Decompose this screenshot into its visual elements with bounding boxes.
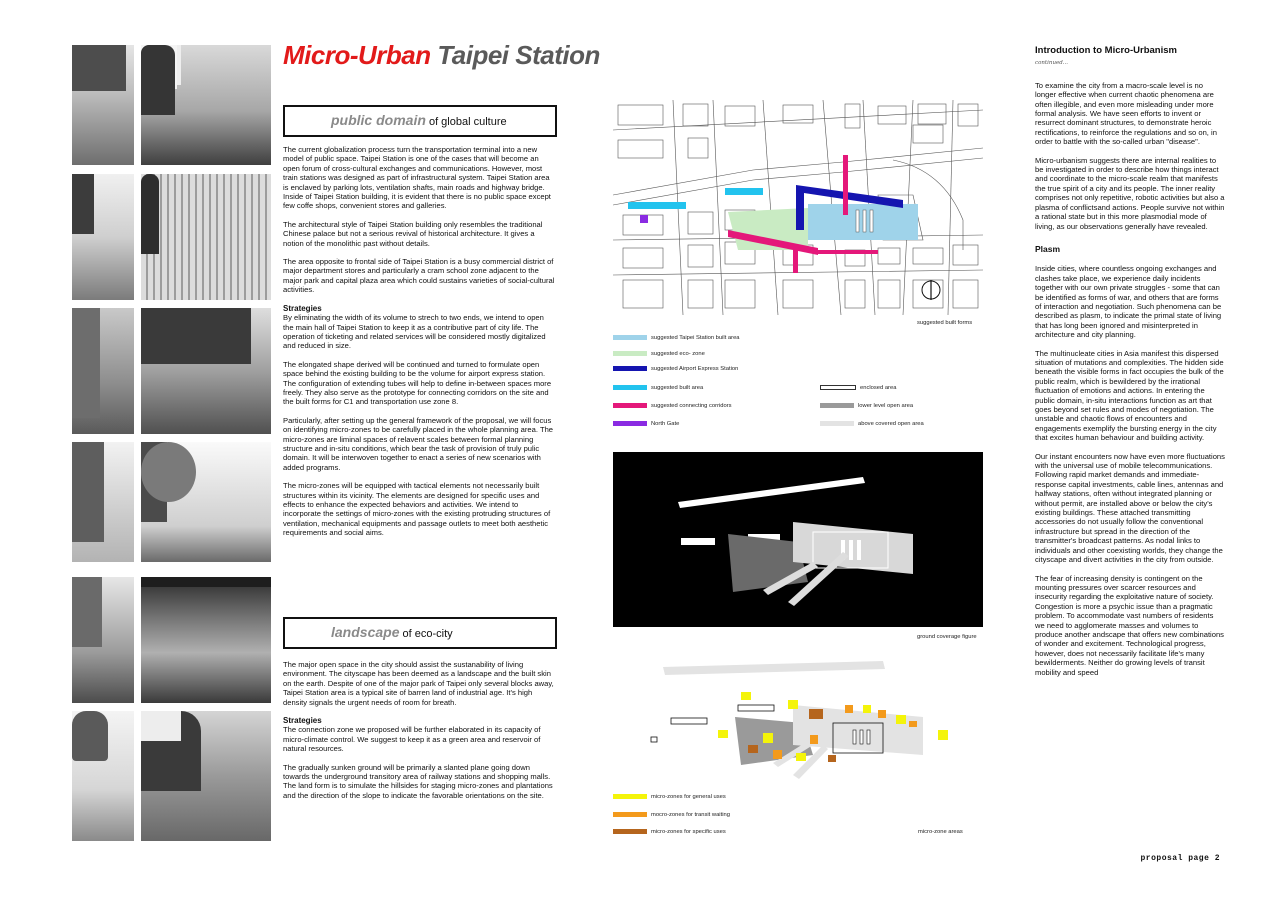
legend-item: micro-zones for general uses — [613, 794, 726, 802]
continued-label: continued... — [1035, 60, 1069, 67]
photo-street-signage — [72, 45, 134, 165]
body-paragraph: Micro-urbanism suggests there are internal realities to be investigated in order to describe how things interact and coordinate to the micro-scale realm that manifests the true spirit of a city and its people. The inner reality comprises not only repetitive, robotic activities but also a plasma of conflictsand actions. People survive not within a rational state but in this more plasmodial mode of living, as our observations generally have revealed. — [1035, 155, 1225, 231]
body-paragraph: Inside cities, where countless ongoing exchanges and clashes take place, we experience daily incidents together with our own private struggles - some that can be identified as forms of war, and others that are forms of interaction and negotiation. Such phenomena can be described as plasm, to indicate the primal state of living that has long been ignored and misinterpreted in architecture and city planning. — [1035, 264, 1222, 340]
page-title — [283, 40, 600, 71]
photo-underground-readers — [141, 711, 271, 841]
title-part2: Taipei Station — [437, 40, 600, 70]
site-plan-svg — [613, 100, 983, 315]
micro-zones-svg — [613, 655, 983, 790]
section1-body — [283, 145, 555, 547]
legend-swatch — [613, 351, 647, 356]
body-paragraph: The connection zone we proposed will be further elaborated in its capacity of micro-climate control. We suggest to keep it as a green area and reservoir of natural resources. — [283, 725, 541, 754]
photo-ticket-machines — [141, 45, 271, 165]
legend-swatch — [613, 335, 647, 340]
body-paragraph: The gradually sunken ground will be primarily a slanted plane going down towards the underground transitory area of railway stations and shopping malls. The land form is to simulate the hillsides for staging micro-zones and plantations and the direction of the slope to indicate the favorable orientations on the site. — [283, 762, 553, 800]
legend-item: suggested eco- zone — [613, 351, 705, 359]
photo-street-vendor-sitting — [72, 711, 134, 841]
strategies-heading: Strategies — [283, 716, 322, 726]
map-ground-coverage — [613, 452, 983, 627]
body-paragraph: To examine the city from a macro-scale level is no longer effective when current chaotic phenomena are often illegible, and even more misleading under more formal analysis. We have seen efforts to invent or resurrect dominant structures, to demonstrate heroic rectifications, to reinforce the regulations and so on, in order to battle with the so-called urban "disease". — [1035, 80, 1217, 147]
map3-caption: micro-zone areas — [918, 829, 963, 835]
body-paragraph: By eliminating the width of its volume to strech to two ends, we intend to open the main hall of Taipei Station to keep it as a contributive part of city life. The operation of ticketing and related services will be considered mostly digitalized and reduced in size. — [283, 313, 546, 351]
body-paragraph: The major open space in the city should assist the sustanability of living environment. The cityscape has been deemed as a landscape and the built skin on the earth. Despite of one of the major park of Taipei only several blocks away, Taipei Station area is a typical site of barren land of industrial age. It's high density signals the urgent needs of room for breath. — [283, 660, 554, 707]
legend-swatch — [613, 812, 647, 817]
photo-chinese-signboard — [72, 442, 134, 562]
legend-item: suggested connecting corridors — [613, 403, 732, 411]
legend-item: above covered open area — [820, 421, 924, 429]
legend-item: suggested Airport Express Station — [613, 366, 738, 374]
body-paragraph: The micro-zones will be equipped with tactical elements not necessarily built structures within its vicinity. The elements are designed for specific uses and effects to enhance the expected behaviors and activities. We intend to incorporate the settings of micro-zones with the existing protruding structures of ventilation, mechanical equipments and passage outlets to meet both aesthetic requirements and social aims. — [283, 481, 551, 538]
legend-swatch — [613, 421, 647, 426]
map-suggested-built-forms — [613, 100, 983, 315]
heading-sub: of eco-city — [399, 628, 453, 640]
intro-title: Introduction to Micro-Urbanism — [1035, 45, 1177, 56]
plasm-heading: Plasm — [1035, 243, 1061, 254]
heading-main: public domain — [331, 112, 426, 128]
body-paragraph: The area opposite to frontal side of Taipei Station is a busy commercial district of major department stores and particularly a cram school zone adjacent to the major park and capital plaza area which could sustains varieties of social-cultural activities. — [283, 257, 555, 295]
strategies-heading: Strategies — [283, 303, 322, 313]
section2-body — [283, 660, 555, 809]
legend-swatch — [613, 366, 647, 371]
legend-item: North Gate — [613, 421, 679, 429]
body-paragraph: The current globalization process turn the transportation terminal into a new model of public space. Taipei Station is one of the cases that will become an open forum of cross-cultural exchanges and communications. However, most train stations was designed as part of infrastructural system. Taipei Station area is enclaved by parking lots, ventilation shafts, main roads and highway bridge. Inside of Taipei Station building, it is evident that there is no public space except few coffe shops, convenient stores and galleries. — [283, 145, 551, 211]
map2-caption: ground coverage figure — [917, 634, 977, 640]
legend-item: mocro-zones for transit waiting — [613, 812, 730, 820]
legend-item: micro-zones for specific uses — [613, 829, 726, 837]
body-paragraph: Our instant encounters now have even more fluctuations with the universal use of mobile telecommunications. Following rapid market demands and immediate-response capital investments, cable lines, antennas and halfway stations, often without integrated planning or without permit, are installed above or below the city's existing buildings. These attached transmitting accessories do not usually follow the conventional infrastructure but spread in the direction of the transmitter's broadcast patterns. As nodal links to individuals and other coexisting worlds, they change the cityscape and divert activities in the city from outside. — [1035, 451, 1225, 565]
map-micro-zones — [613, 655, 983, 790]
legend-swatch — [613, 829, 647, 834]
legend-swatch — [820, 385, 856, 390]
map1-caption: suggested built forms — [917, 320, 973, 326]
section-heading-public-domain — [283, 105, 557, 137]
legend-swatch — [820, 421, 854, 426]
legend-item: lower level open area — [820, 403, 913, 411]
photo-city-buildings — [72, 308, 134, 434]
photo-crowd-bus-stop — [141, 308, 271, 434]
title-part1: Micro-Urban — [283, 40, 431, 70]
photo-fence-pedestrian — [141, 174, 271, 300]
legend-item: suggested built area — [613, 385, 703, 393]
ground-coverage-svg — [613, 452, 983, 627]
body-paragraph: The fear of increasing density is contingent on the mounting pressures over scarcer resources and insecurity regarding the exploitative nature of society. Congestion is more a psychic issue than a pragmatic problem. To accommodate vast numbers of residents we need to agglomerate masses and volumes to produce another andscape that offers new combinations of wonder and excitement. Technological progress, however, does not necessarily facilitate life's many bewilderments. Neither do growing levels of transit mobility and speed — [1035, 573, 1224, 677]
photo-ventilation-tower — [141, 442, 271, 562]
legend-swatch — [613, 385, 647, 390]
photo-highway-bridge — [72, 577, 134, 703]
body-paragraph: The architectural style of Taipei Station building only resembles the traditional Chinese palace but not a serious revival of historical architecture. It gives a notion of the monolithic past without details. — [283, 219, 543, 248]
body-paragraph: The elongated shape derived will be continued and turned to formulate open space behind the existing building to be the volume for airport express station. The configuration of extending tubes will help to define in-between spaces more freely. They also serve as the prototype for connecting corridors on the site and the built forms for C1 and transportation use zone 8. — [283, 359, 552, 407]
heading-main: landscape — [331, 624, 400, 640]
legend-item: suggested Taipei Station built area — [613, 335, 740, 343]
intro-column — [1035, 46, 1225, 686]
page-number: proposal page 2 — [1140, 854, 1220, 863]
legend-swatch — [820, 403, 854, 408]
legend-swatch — [613, 794, 647, 799]
body-paragraph: The multinucleate cities in Asia manifest this dispersed situation of mutations and complexities. The hidden side beneath the visible forms in fact occupies the bulk of the public realm, which is bewildered by the irrational fluctuation of emotions and actions. In entering the public domain, in-situ interactions function as art that goes beyond set rules and modes of negotiation. The unstable and chaotic flows of encounters and engagements exemplify the bursting energy in the city that excites human behaviour and building activity. — [1035, 348, 1224, 443]
heading-sub: of global culture — [425, 116, 507, 128]
body-paragraph: Particularly, after setting up the general framework of the proposal, we will focus on identifying micro-zones to be carefully placed in the whole planning area. The micro-zones are liminal spaces of relavent scales between formal planning structure and in-situ conditions, which bear the task of provision of truly pulic domain. It will be interwoven together to enact a series of new scenarios with added programs. — [283, 415, 554, 472]
legend-item: enclosed area — [820, 385, 896, 393]
legend-swatch — [613, 403, 647, 408]
section-heading-landscape — [283, 617, 557, 649]
photo-traffic-street — [141, 577, 271, 703]
photo-street-vendor — [72, 174, 134, 300]
